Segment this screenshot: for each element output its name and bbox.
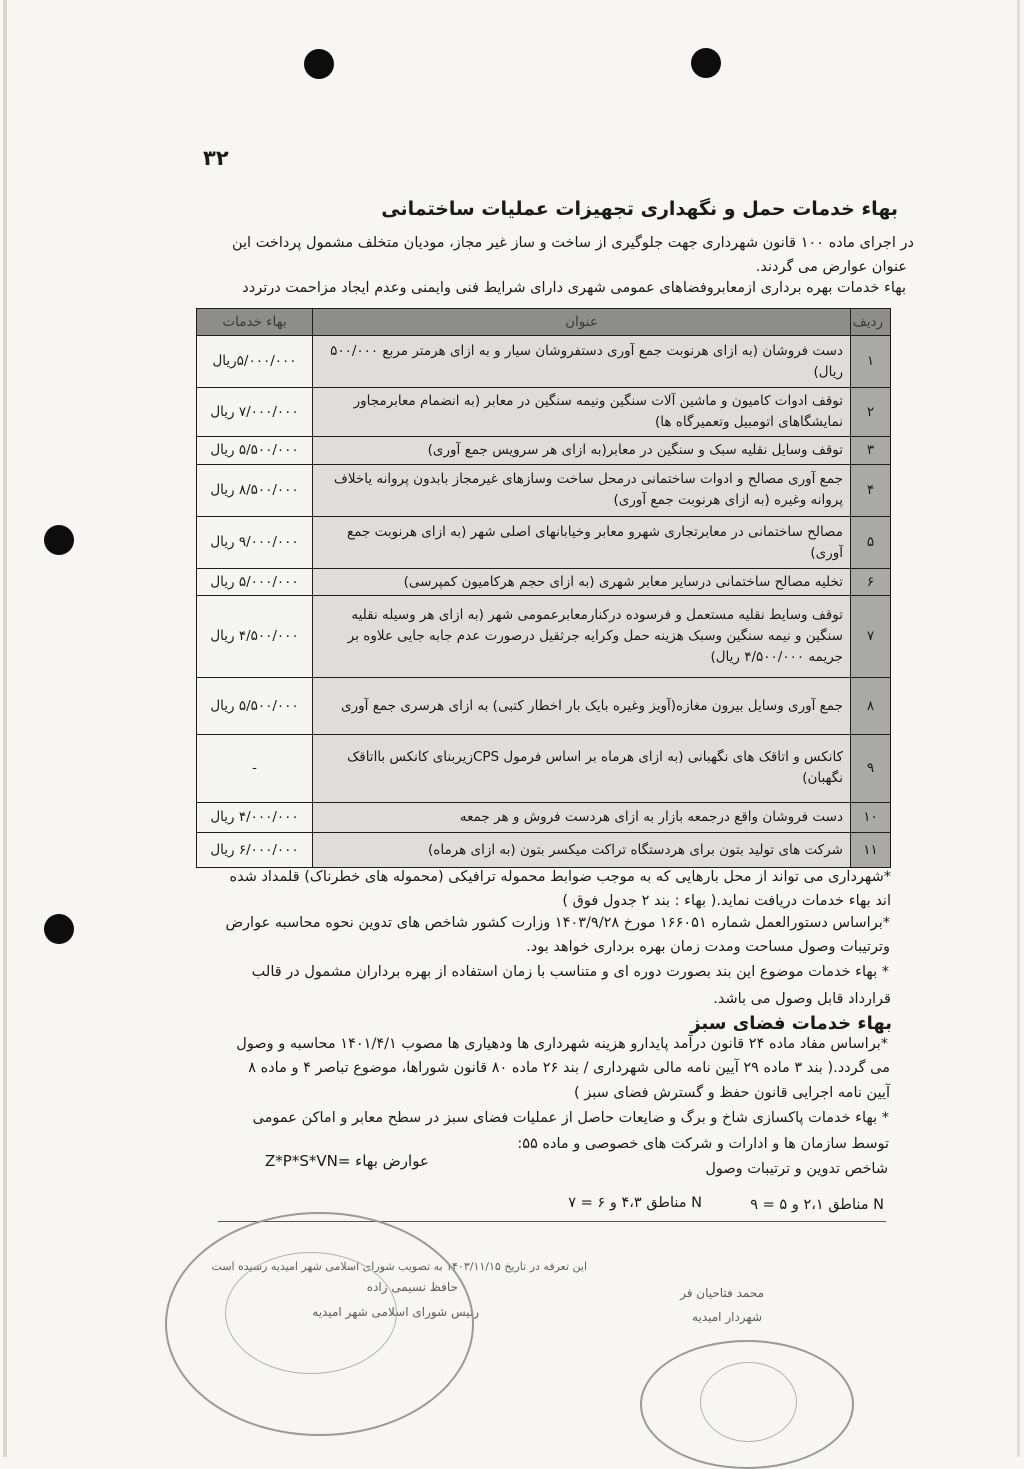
row-number-cell: ۷	[851, 596, 891, 678]
table-row	[197, 388, 891, 437]
row-title-cell: توقف ادوات کامیون و ماشین آلات سنگین ونیمه سنگین در معابر (به انضمام معابرمجاور نمایشگاهای اتومبیل وتعمیرگاه ها)	[313, 388, 851, 437]
green-para-1-line-1: *براساس مفاد ماده ۲۴ قانون درآمد پایدارو هزینه شهرداری ها ودهیاری ها مصوب ۱۴۰۱/۴/۱ محاسبه و وصول	[236, 1036, 888, 1052]
row-title-cell: توقف وسایط نقلیه مستعمل و فرسوده درکنارمعابرعمومی شهر (به ازای هر وسیله نقلیه سنگین و نیمه سنگین وسبک هزینه حمل وکرایه جرثقیل درصورت عدم جابه جایی علاوه بر جریمه ۴/۵۰۰/۰۰۰ ریال)	[313, 596, 851, 678]
mayor-name: محمد فتاحیان فر	[680, 1286, 764, 1300]
row-number-cell: ۵	[851, 516, 891, 568]
row-price-cell: ۶/۰۰۰/۰۰۰ ریال	[197, 833, 313, 868]
council-head-title: رئیس شورای اسلامی شهر امیدیه	[312, 1305, 479, 1319]
header-title: عنوان	[313, 309, 851, 336]
header-row-number: ردیف	[851, 309, 891, 336]
green-para-2-line-3: شاخص تدوین و ترتیبات وصول	[705, 1161, 888, 1177]
row-title-cell: کانکس و اتاقک های نگهبانی (به ازای هرماه بر اساس فرمول CPSزیربنای کانکس بااتاقک نگهبان)	[313, 734, 851, 802]
row-price-cell: ۴/۵۰۰/۰۰۰ ریال	[197, 596, 313, 678]
table-header-row	[197, 309, 891, 336]
row-price-cell: ۵/۰۰۰/۰۰۰ریال	[197, 336, 313, 388]
row-number-cell: ۶	[851, 569, 891, 596]
punch-hole-icon	[304, 49, 334, 79]
section-title-construction: بهاء خدمات حمل و نگهداری تجهیزات عملیات ساختمانی	[381, 198, 898, 220]
fees-table	[196, 308, 891, 868]
note-2-line-2: وترتیبات وصول مساحت ومدت زمان بهره برداری خواهد بود.	[526, 939, 890, 955]
table-row	[197, 596, 891, 678]
zones-right: N مناطق ۲،۱ و ۵ = ۹	[750, 1197, 884, 1213]
row-title-cell: دست فروشان (به ازای هرنوبت جمع آوری دستفروشان سیار و به ازای هرمتر مربع ۵۰۰/۰۰۰ ریال)	[313, 336, 851, 388]
table-row	[197, 734, 891, 802]
row-price-cell: -	[197, 734, 313, 802]
header-price: بهاء خدمات	[197, 309, 313, 336]
row-number-cell: ۱۱	[851, 833, 891, 868]
row-title-cell: شرکت های تولید بتون برای هردستگاه تراکت میکسر بتون (به ازای هرماه)	[313, 833, 851, 868]
green-para-1-line-3: آیین نامه اجرایی قانون حفظ و گسترش فضای سبز )	[573, 1085, 890, 1101]
punch-hole-icon	[691, 48, 721, 78]
row-price-cell: ۹/۰۰۰/۰۰۰ ریال	[197, 516, 313, 568]
approval-note: این تعرفه در تاریخ ۱۴۰۳/۱۱/۱۵ به تصویب شورای اسلامی شهر امیدیه رسیده است	[211, 1260, 587, 1273]
council-head-name: حافظ نسیمی زاده	[366, 1280, 458, 1294]
row-number-cell: ۳	[851, 437, 891, 464]
page-number: ۳۲	[203, 146, 229, 170]
note-1-line-2: اند بهاء خدمات دریافت نماید.( بهاء : بند ۲ جدول فوق )	[562, 893, 891, 909]
intro-line-2: عنوان عوارض می گردند.	[755, 259, 907, 275]
row-price-cell: ۴/۰۰۰/۰۰۰ ریال	[197, 802, 313, 833]
scan-edge-right	[1017, 0, 1020, 1457]
formula: عوارض بهاء =Z*P*S*VN	[265, 1152, 429, 1170]
council-seal-inner	[225, 1252, 397, 1374]
row-number-cell: ۲	[851, 388, 891, 437]
row-price-cell: ۵/۵۰۰/۰۰۰ ریال	[197, 678, 313, 735]
green-para-1-line-2: می گردد.( بند ۳ ماده ۲۹ آیین نامه مالی شهرداری / بند ۲۶ ماده ۸۰ قانون شوراها، موضوع تباصر ۴ و ماده ۸	[248, 1060, 890, 1076]
table-row	[197, 516, 891, 568]
scan-edge-left	[3, 0, 7, 1457]
note-3-line-2: قرارداد قابل وصول می باشد.	[713, 991, 891, 1007]
punch-hole-icon	[44, 525, 74, 555]
intro-line-3: بهاء خدمات بهره برداری ازمعابروفضاهای عمومی شهری دارای شرایط فنی وایمنی وعدم ایجاد مزاحمت درتردد	[242, 280, 906, 296]
row-price-cell: ۸/۵۰۰/۰۰۰ ریال	[197, 464, 313, 516]
table-row	[197, 833, 891, 868]
row-number-cell: ۹	[851, 734, 891, 802]
table-row	[197, 569, 891, 596]
note-2-line-1: *براساس دستورالعمل شماره ۱۶۶۰۵۱ مورخ ۱۴۰۳/۹/۲۸ وزارت کشور شاخص های تدوین نحوه محاسبه عوارض	[225, 915, 890, 931]
row-title-cell: جمع آوری وسایل بیرون مغازه(آویز وغیره بایک بار اخطار کتبی) به ازای هرسری جمع آوری	[313, 678, 851, 735]
intro-line-1: در اجرای ماده ۱۰۰ قانون شهرداری جهت جلوگیری از ساخت و ساز غیر مجاز، مودیان متخلف مشمول پرداخت این	[231, 235, 914, 251]
note-3-line-1: * بهاء خدمات موضوع این بند بصورت دوره ای و متناسب با زمان استفاده از بهره برداران مشمول در قالب	[251, 964, 889, 980]
table-row	[197, 437, 891, 464]
row-title-cell: جمع آوری مصالح و ادوات ساختمانی درمحل ساخت وسازهای غیرمجاز بابدون پروانه یاخلاف پروانه وغیره (به ازای هرنوبت جمع آوری)	[313, 464, 851, 516]
green-para-2-line-2: توسط سازمان ها و ادارات و شرکت های خصوصی و ماده ۵۵:	[517, 1136, 889, 1152]
table-row	[197, 802, 891, 833]
row-price-cell: ۷/۰۰۰/۰۰۰ ریال	[197, 388, 313, 437]
section-title-green-space: بهاء خدمات فضای سبز	[690, 1013, 892, 1034]
municipality-seal-inner	[700, 1362, 797, 1442]
row-title-cell: تخلیه مصالح ساختمانی درسایر معابر شهری (به ازای حجم هرکامیون کمپرسی)	[313, 569, 851, 596]
table-row	[197, 336, 891, 388]
note-1-line-1: *شهرداری می تواند از محل بارهایی که به موجب ضوابط محموله ترافیکی (محموله های خطرناک) قلمداد شده	[229, 869, 891, 885]
table-row	[197, 464, 891, 516]
row-number-cell: ۱۰	[851, 802, 891, 833]
row-number-cell: ۱	[851, 336, 891, 388]
row-price-cell: ۵/۰۰۰/۰۰۰ ریال	[197, 569, 313, 596]
punch-hole-icon	[44, 914, 74, 944]
row-price-cell: ۵/۵۰۰/۰۰۰ ریال	[197, 437, 313, 464]
row-title-cell: مصالح ساختمانی در معابرتجاری شهرو معابر وخیابانهای اصلی شهر (به ازای هرنوبت جمع آوری)	[313, 516, 851, 568]
green-para-2-line-1: * بهاء خدمات پاکسازی شاخ و برگ و ضایعات حاصل از عملیات فضای سبز در سطح معابر و اماکن عمومی	[252, 1110, 889, 1126]
row-title-cell: توقف وسایل نقلیه سبک و سنگین در معابر(به ازای هر سرویس جمع آوری)	[313, 437, 851, 464]
row-title-cell: دست فروشان واقع درجمعه بازار به ازای هردست فروش و هر جمعه	[313, 802, 851, 833]
table-row	[197, 678, 891, 735]
row-number-cell: ۴	[851, 464, 891, 516]
zones-left: N مناطق ۴،۳ و ۶ = ۷	[568, 1195, 702, 1211]
row-number-cell: ۸	[851, 678, 891, 735]
mayor-title: شهردار امیدیه	[692, 1310, 762, 1324]
